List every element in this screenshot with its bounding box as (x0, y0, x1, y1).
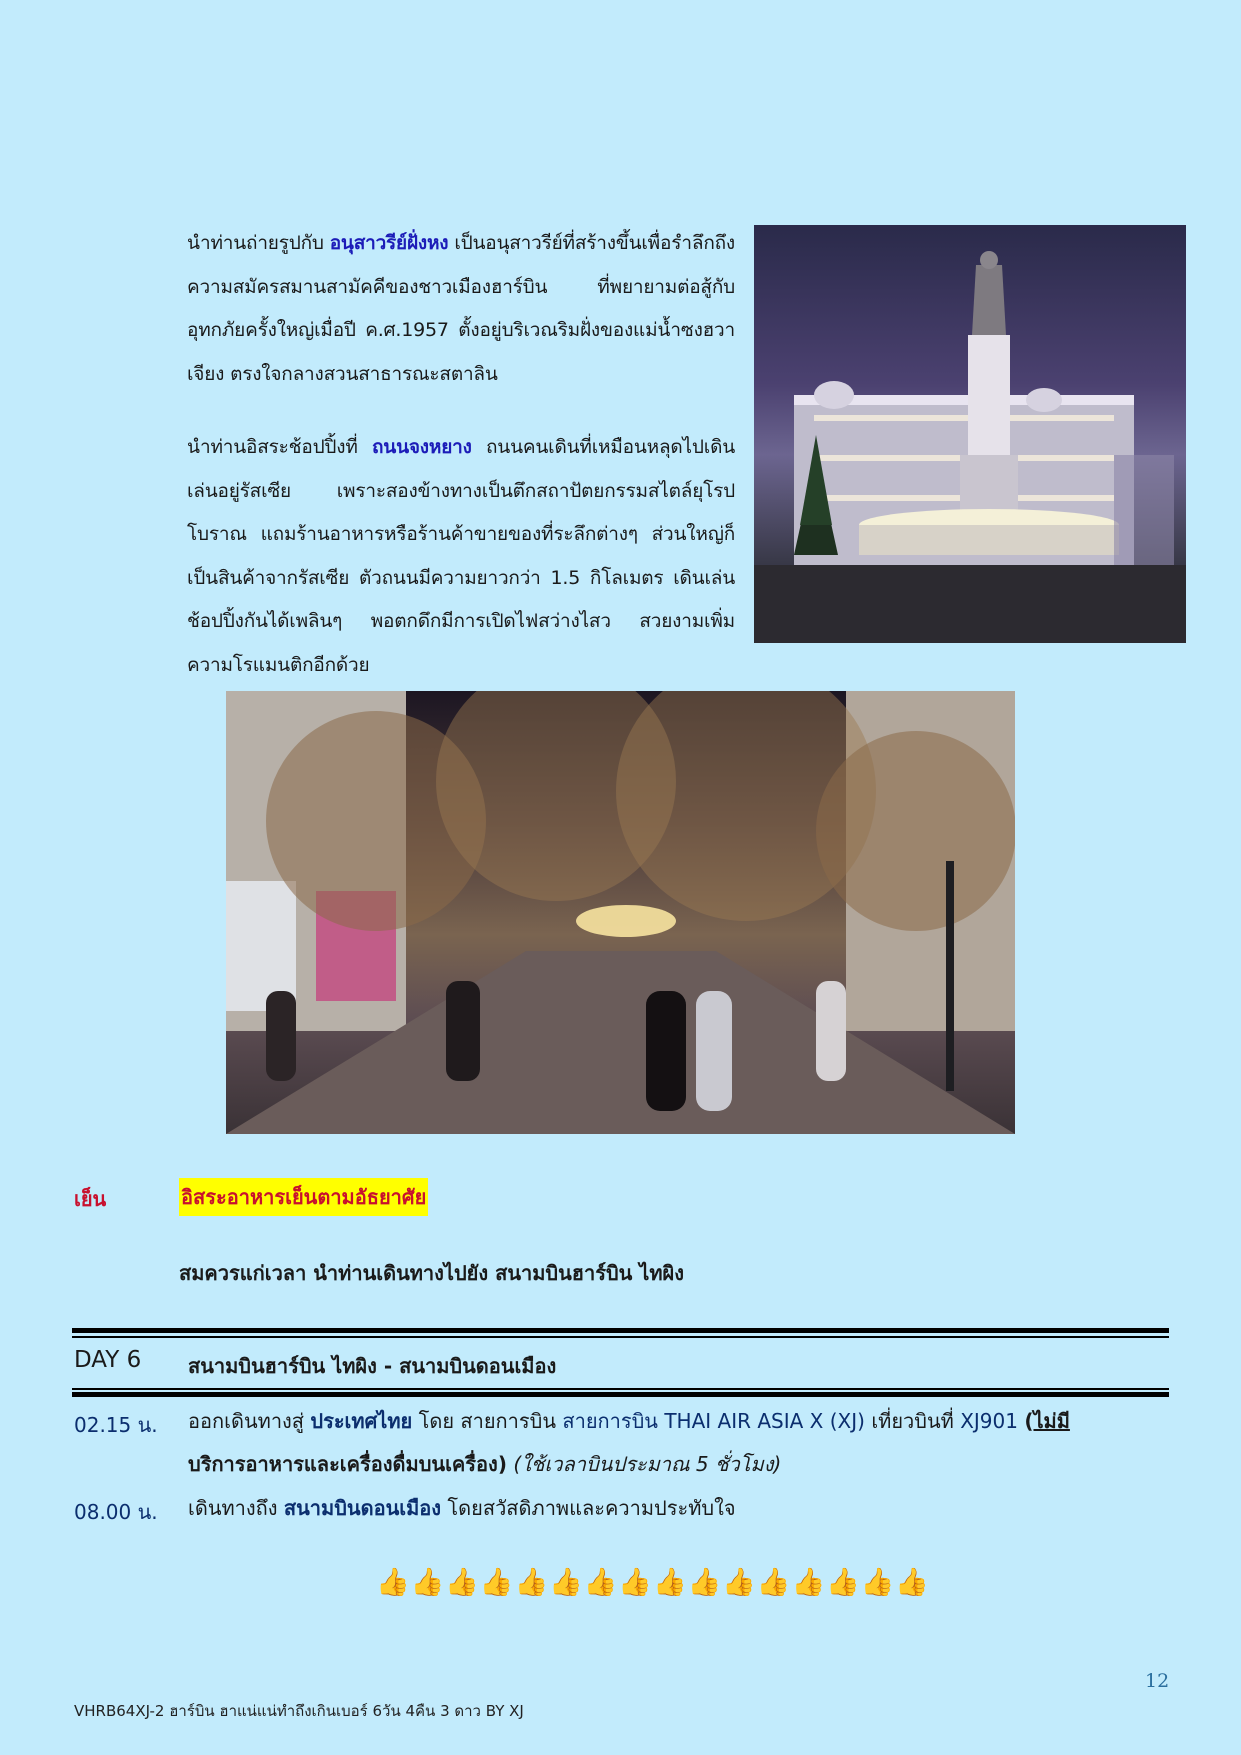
thumbs-up-icon: 👍 (826, 1567, 861, 1598)
paragraph-body: ถนนคนเดินที่เหมือนหลุดไปเดินเล่นอยู่รัสเซีย เพราะสองข้างทางเป็นตึกสถาปัตยกรรมสไตล์ยุโรปโบราณ แถมร้านอาหารหรือร้านค้าขายของที่ระลึกต่างๆ ส่วนใหญ่ก็เป็นสินค้าจากรัสเซีย ตัวถนนมีความยาวกว่า 1.5 กิโลเมตร เดินเล่นช้อปปิ้งกันได้เพลินๆ พอตกดึกมีการเปิดไฟสว่างไสว สวยงามเพิ่มความโรแมนติกอีกด้วย (187, 436, 735, 676)
thumbs-up-icon: 👍 (479, 1567, 515, 1598)
paragraph-intro: นำท่านถ่ายรูปกับ (187, 232, 324, 254)
thumbs-up-icon: 👍 (722, 1567, 757, 1598)
arrival-airport: สนามบินดอนเมือง (283, 1496, 442, 1520)
monument-name: อนุสาวรีย์ฝั่งหง (329, 232, 449, 254)
street-scene (226, 691, 1015, 1134)
divider-top-thin (72, 1336, 1169, 1338)
day-label: DAY 6 (74, 1347, 142, 1373)
page-number: 12 (1145, 1670, 1170, 1692)
thumbs-up-row (376, 1566, 930, 1598)
street-name: ถนนจงหยาง (371, 436, 472, 458)
monument-scene (754, 225, 1186, 643)
flight-duration: (ใช้เวลาบินประมาณ 5 ชั่วโมง) (513, 1452, 782, 1476)
street-photo (226, 691, 1015, 1134)
paragraph-monument (187, 222, 735, 396)
thumbs-up-icon: 👍 (376, 1567, 411, 1598)
meal-time-label: เย็น (74, 1187, 107, 1211)
monument-photo (754, 225, 1186, 643)
thumbs-up-icon: 👍 (791, 1567, 827, 1598)
airline: สายการบิน THAI AIR ASIA X (XJ) (562, 1409, 865, 1433)
schedule-time: 02.15 น. (74, 1413, 158, 1437)
meal-note: อิสระอาหารเย็นตามอัธยาศัย (179, 1178, 428, 1216)
day-title: สนามบินฮาร์บิน ไทผิง - สนามบินดอนเมือง (188, 1354, 557, 1378)
thumbs-up-icon: 👍 (514, 1567, 550, 1598)
thumbs-up-icon: 👍 (618, 1567, 653, 1598)
paragraph-body: เป็นอนุสาวรีย์ที่สร้างขึ้นเพื่อรำลึกถึงความสมัครสมานสามัคคีของชาวเมืองฮาร์บิน ที่พยายามต่อสู้กับอุทกภัยครั้งใหญ่เมื่อปี ค.ศ.1957 ตั้งอยู่บริเวณริมฝั่งของแม่น้ำซงฮวาเจียง ตรงใจกลางสวนสาธารณะสตาลิน (187, 232, 736, 385)
thumbs-up-icon: 👍 (445, 1567, 480, 1598)
schedule-time: 08.00 น. (74, 1500, 158, 1524)
thumbs-up-icon: 👍 (756, 1567, 792, 1598)
thumbs-up-icon: 👍 (687, 1567, 723, 1598)
paragraph-street (187, 426, 735, 687)
thumbs-up-icon: 👍 (860, 1567, 896, 1598)
divider-top-thick (72, 1328, 1169, 1333)
destination: ประเทศไทย (310, 1409, 413, 1433)
thumbs-up-icon: 👍 (895, 1567, 930, 1598)
divider-bottom-thin (72, 1388, 1169, 1390)
thumbs-up-icon: 👍 (549, 1567, 584, 1598)
schedule-item: ออกเดินทางสู่ ประเทศไทย โดย สายการบิน สายการบิน THAI AIR ASIA X (XJ) เที่ยวบินที่ XJ901 (ไม่มี บริการอาหารและเครื่องดื่มบนเครื่อง) (ใช้เวลาบินประมาณ 5 ชั่วโมง) (188, 1409, 1070, 1476)
schedule-item: เดินทางถึง สนามบินดอนเมือง โดยสวัสดิภาพและความประทับใจ (188, 1496, 736, 1520)
flight-number: XJ901 (960, 1409, 1018, 1433)
footer-text: VHRB64XJ-2 ฮาร์บิน ฮาแน่แน่ทำถึงเกินเบอร์ 6วัน 4คืน 3 ดาว BY XJ (74, 1702, 524, 1720)
thumbs-up-icon: 👍 (653, 1567, 688, 1598)
thumbs-up-icon: 👍 (410, 1567, 446, 1598)
divider-bottom-thick (72, 1392, 1169, 1397)
thumbs-up-icon: 👍 (583, 1567, 619, 1598)
transfer-note: สมควรแก่เวลา นำท่านเดินทางไปยัง สนามบินฮาร์บิน ไทผิง (179, 1261, 685, 1285)
paragraph-intro: นำท่านอิสระช้อปปิ้งที่ (187, 436, 358, 458)
